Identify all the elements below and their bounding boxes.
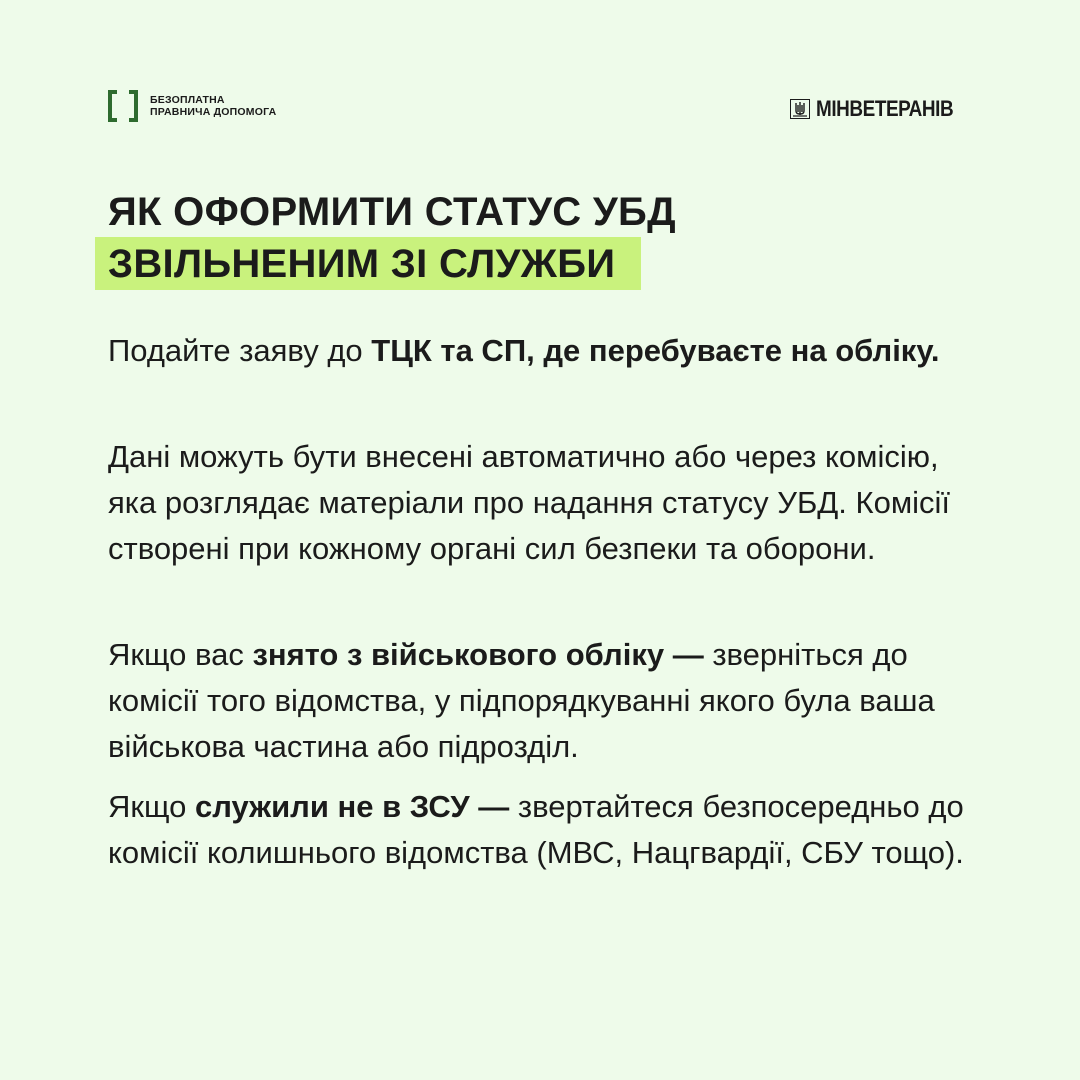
paragraph-4-text-c: звертайтеся безпосередньо до комісії колишнього відомства (МВС, Нацгвардії, СБУ тощо). — [108, 789, 964, 870]
paragraph-2: Дані можуть бути внесені автоматично або через комісію, яка розглядає матеріали про надання статусу УБД. Комісії створені при кожному органі сил безпеки та оборони. — [108, 439, 951, 566]
paragraph-3-text-c: зверніться до комісії того відомства, у підпорядкуванні якого була ваша військова частина або підрозділ. — [108, 637, 935, 764]
title-line-1: ЯК ОФОРМИТИ СТАТУС УБД — [108, 190, 676, 234]
ministry-logo — [790, 96, 976, 122]
legal-aid-logo-text — [150, 94, 276, 118]
paragraph-1-bold: ТЦК та СП, де перебуваєте на обліку. — [371, 333, 940, 368]
trident-emblem-icon — [790, 99, 810, 119]
paragraph-4-bold: служили не в ЗСУ — — [194, 789, 510, 824]
paragraph-3 — [108, 632, 978, 770]
title-line-2: ЗВІЛЬНЕНИМ ЗІ СЛУЖБИ — [108, 242, 616, 286]
paragraph-3-bold: знято з військового обліку — — [252, 637, 704, 672]
legal-aid-logo — [108, 90, 276, 122]
logo-text-line2: ПРАВНИЧА ДОПОМОГА — [150, 106, 277, 118]
paragraph-3-text-a: Якщо вас — [108, 637, 253, 672]
ministry-name: МІНВЕТЕРАНІВ — [816, 96, 954, 121]
page-title — [108, 188, 676, 236]
paragraph-1-text: Подайте заяву до — [108, 333, 372, 368]
paragraph-1 — [108, 328, 978, 374]
paragraph-4-text-a: Якщо — [108, 789, 195, 824]
paragraph-4 — [108, 784, 978, 876]
logo-text-line1: БЕЗОПЛАТНА — [150, 94, 225, 106]
brackets-logo-icon — [108, 90, 138, 122]
